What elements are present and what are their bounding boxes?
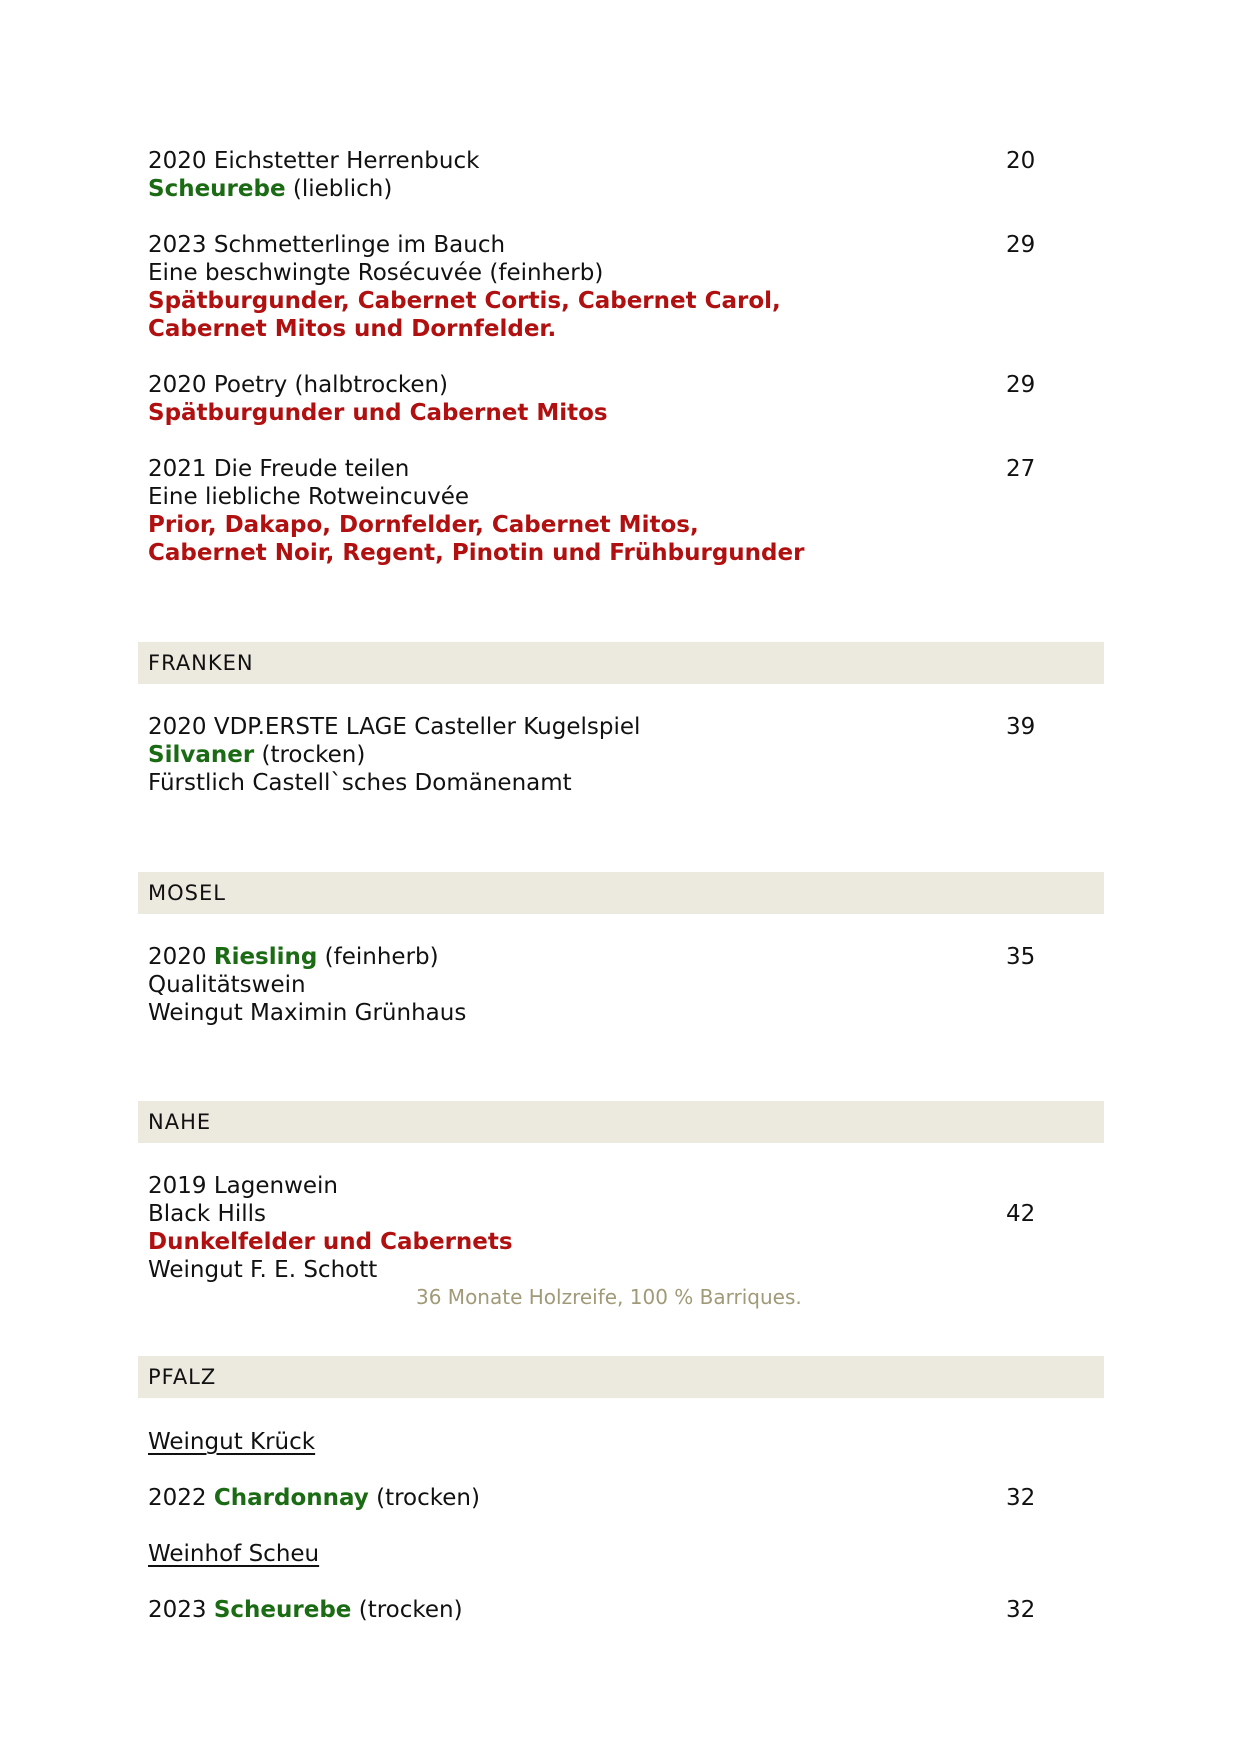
producer-heading: Weingut Krück — [148, 1429, 316, 1455]
grape: Scheurebe — [213, 1597, 352, 1623]
wine-style: (trocken) — [254, 742, 366, 768]
grape-varieties: Spätburgunder, Cabernet Cortis, Cabernet Carol, — [148, 288, 781, 314]
wine-name: 2020 VDP.ERSTE LAGE Casteller Kugelspiel — [148, 714, 641, 740]
wine-grape-line — [148, 1484, 480, 1512]
wine-description: Eine liebliche Rotweincuvée — [148, 484, 470, 510]
wine-style: (lieblich) — [285, 176, 393, 202]
wine-price: 39 — [1006, 714, 1036, 740]
grape-varieties: Dunkelfelder und Cabernets — [148, 1229, 513, 1255]
wine-year: 2023 — [148, 1597, 214, 1623]
wine-quality: Qualitätswein — [148, 972, 306, 998]
wine-note: 36 Monate Holzreife, 100 % Barriques. — [416, 1285, 802, 1309]
wine-name: 2020 Poetry (halbtrocken) — [148, 372, 449, 398]
grape: Silvaner — [148, 742, 255, 768]
wine-producer: Fürstlich Castell`sches Domänenamt — [148, 770, 572, 796]
wine-year: 2022 — [148, 1485, 214, 1511]
section-header-pfalz — [138, 1356, 1104, 1398]
wine-name: 2023 Schmetterlinge im Bauch — [148, 232, 506, 258]
wine-style: (trocken) — [351, 1597, 463, 1623]
wine-description: Eine beschwingte Rosécuvée (feinherb) — [148, 260, 604, 286]
section-title: PFALZ — [148, 1365, 217, 1389]
section-header-franken — [138, 642, 1104, 684]
wine-name: 2021 Die Freude teilen — [148, 456, 410, 482]
section-header-nahe — [138, 1101, 1104, 1143]
wine-grape-line — [148, 741, 365, 769]
grape: Scheurebe — [148, 176, 286, 202]
grape-varieties: Prior, Dakapo, Dornfelder, Cabernet Mitos, — [148, 512, 699, 538]
grape: Chardonnay — [213, 1485, 369, 1511]
grape-varieties: Cabernet Noir, Regent, Pinotin und Frühburgunder — [148, 540, 805, 566]
wine-price: 29 — [1006, 372, 1036, 398]
wine-price: 32 — [1006, 1485, 1036, 1511]
wine-style: (trocken) — [368, 1485, 480, 1511]
wine-price: 32 — [1006, 1597, 1036, 1623]
wine-name: 2020 Eichstetter Herrenbuck — [148, 148, 480, 174]
wine-grape-line — [148, 1596, 463, 1624]
wine-vineyard: Black Hills — [148, 1201, 266, 1227]
wine-price: 27 — [1006, 456, 1036, 482]
wine-name: 2019 Lagenwein — [148, 1173, 339, 1199]
wine-price: 29 — [1006, 232, 1036, 258]
section-title: FRANKEN — [148, 651, 254, 675]
wine-price: 35 — [1006, 944, 1036, 970]
wine-grape-line — [148, 175, 392, 203]
grape: Riesling — [213, 944, 318, 970]
grape-varieties: Cabernet Mitos und Dornfelder. — [148, 316, 557, 342]
grape-varieties: Spätburgunder und Cabernet Mitos — [148, 400, 608, 426]
wine-grape-line — [148, 943, 439, 971]
section-title: MOSEL — [148, 881, 226, 905]
wine-style: (feinherb) — [317, 944, 439, 970]
wine-producer: Weingut F. E. Schott — [148, 1257, 378, 1283]
wine-year: 2020 — [148, 944, 214, 970]
wine-price: 42 — [1006, 1201, 1036, 1227]
section-title: NAHE — [148, 1110, 212, 1134]
producer-heading: Weinhof Scheu — [148, 1541, 320, 1567]
section-header-mosel — [138, 872, 1104, 914]
wine-producer: Weingut Maximin Grünhaus — [148, 1000, 467, 1026]
wine-price: 20 — [1006, 148, 1036, 174]
